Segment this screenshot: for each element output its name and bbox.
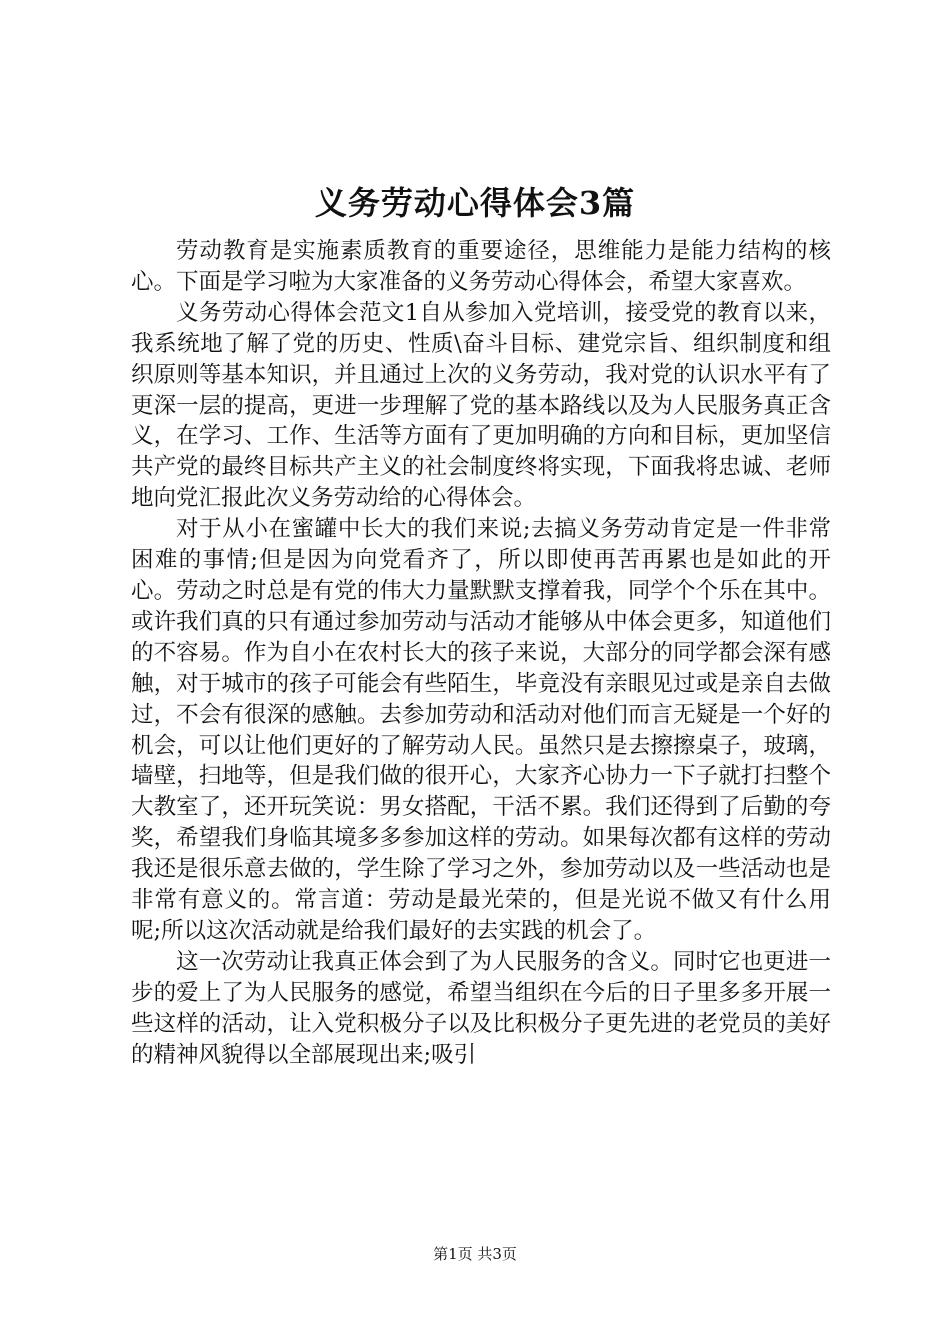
paragraph-intro: 劳动教育是实施素质教育的重要途径，思维能力是能力结构的核心。下面是学习啦为大家准备的义务劳动心得体会，希望大家喜欢。 [131, 238, 831, 295]
paragraph-sample-1: 义务劳动心得体会范文1自从参加入党培训，接受党的教育以来，我系统地了解了党的历史、性质\奋斗目标、建党宗旨、组织制度和组织原则等基本知识，并且通过上次的义务劳动，我对党的认识水平有了更深一层的提高，更进一步理解了党的基本路线以及为人民服务真正含义，在学习、工作、生活等方面有了更加明确的方向和目标，更加坚信共产党的最终目标共产主义的社会制度终将实现，下面我将忠诚、老师地向党汇报此次义务劳动给的心得体会。 [131, 299, 831, 512]
document-body [131, 236, 831, 1070]
paragraph-experience: 对于从小在蜜罐中长大的我们来说;去搞义务劳动肯定是一件非常困难的事情;但是因为向党看齐了，所以即使再苦再累也是如此的开心。劳动之时总是有党的伟大力量默默支撑着我，同学个个乐在其中。或许我们真的只有通过参加劳动与活动才能够从中体会更多，知道他们的不容易。作为自小在农村长大的孩子来说，大部分的同学都会深有感触，对于城市的孩子可能会有些陌生，毕竟没有亲眼见过或是亲自去做过，不会有很深的感触。去参加劳动和活动对他们而言无疑是一个好的机会，可以让他们更好的了解劳动人民。虽然只是去擦擦桌子，玻璃，墙壁，扫地等，但是我们做的很开心，大家齐心协力一下子就打扫整个大教室了，还开玩笑说：男女搭配，干活不累。我们还得到了后勤的夸奖，希望我们身临其境多多参加这样的劳动。如果每次都有这样的劳动我还是很乐意去做的，学生除了学习之外，参加劳动以及一些活动也是非常有意义的。常言道：劳动是最光荣的，但是光说不做又有什么用呢;所以这次活动就是给我们最好的去实践的机会了。 [131, 516, 831, 944]
page-number-footer: 第1页 共3页 [433, 1245, 517, 1263]
document-title: 义务劳动心得体会3篇 [314, 184, 636, 222]
paragraph-meaning: 这一次劳动让我真正体会到了为人民服务的含义。同时它也更进一步的爱上了为人民服务的感觉，希望当组织在今后的日子里多多开展一些这样的活动，让入党积极分子以及比积极分子更先进的老党员的美好的精神风貌得以全部展现出来;吸引 [131, 948, 831, 1068]
